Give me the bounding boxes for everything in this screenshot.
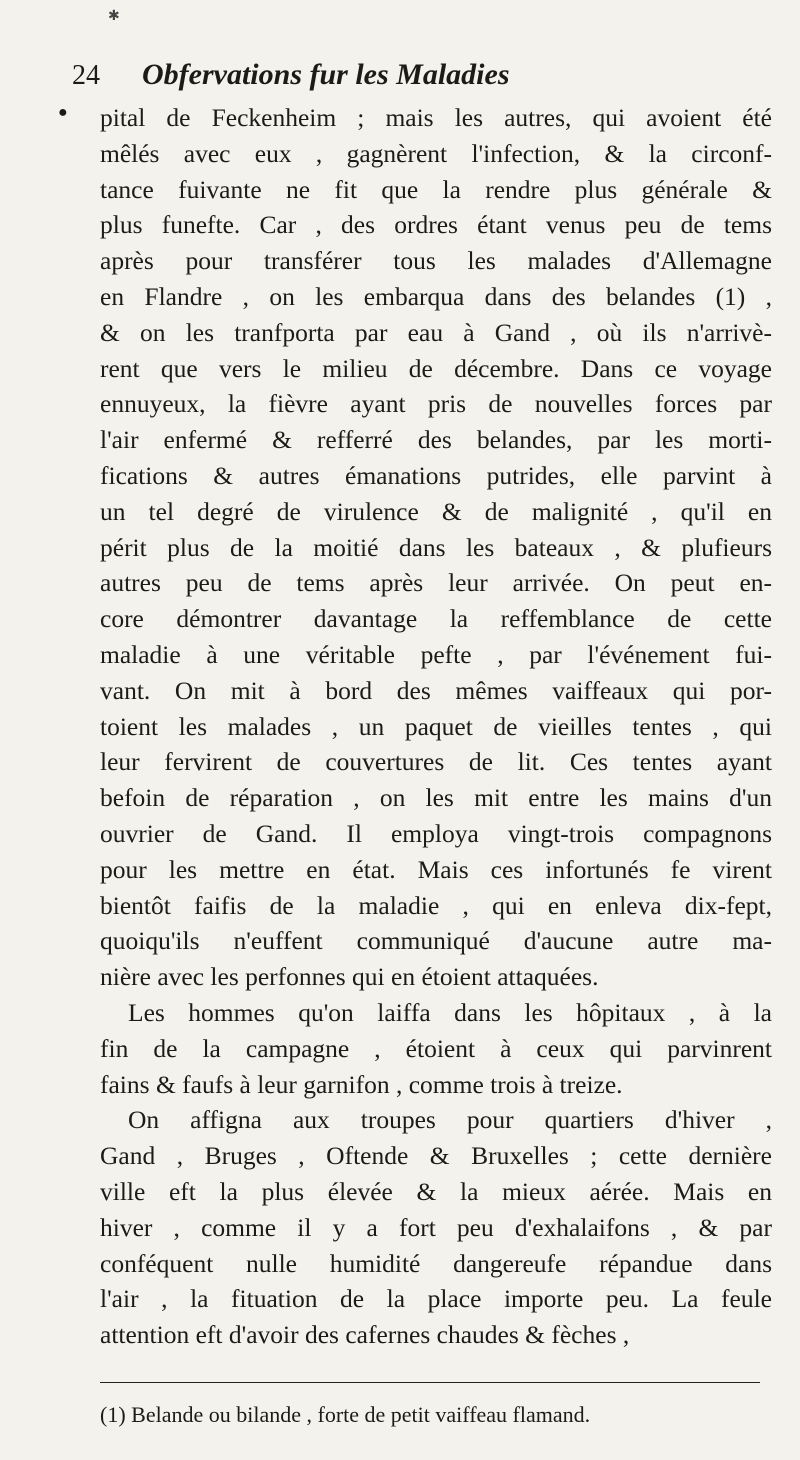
text-line: maladie à une véritable pefte , par l'événement fui- [100, 639, 772, 669]
text-line: fin de la campagne , étoient à ceux qui parvinrent [100, 1033, 772, 1063]
footnote-divider [100, 1382, 760, 1383]
text-line: ville eft la plus élevée & la mieux aérée. Mais en [100, 1176, 772, 1206]
text-line: Gand , Bruges , Oftende & Bruxelles ; cette dernière [100, 1141, 772, 1171]
running-title: Obfervations fur les Maladies [142, 58, 510, 91]
text-line: pital de Feckenheim ; mais les autres, qui avoient été [100, 103, 772, 132]
footnote: (1) Belande ou bilande , forte de petit vaiffeau flamand. [100, 1402, 591, 1427]
page-number: 24 [72, 60, 100, 91]
text-line: befoin de réparation , on les mit entre les mains d'un [100, 783, 772, 813]
text-line: bientôt faifis de la maladie , qui en enleva dix-fept, [100, 890, 772, 920]
text-line: Les hommes qu'on laiffa dans les hôpitaux , à la [128, 997, 772, 1027]
text-line: ennuyeux, la fièvre ayant pris de nouvelles forces par [100, 389, 772, 419]
text-line: On affigna aux troupes pour quartiers d'hiver , [128, 1105, 772, 1135]
text-line: mêlés avec eux , gagnèrent l'infection, & la circonf- [100, 138, 772, 168]
text-line: plus funefte. Car , des ordres étant venus peu de tems [100, 210, 772, 240]
body-text [100, 100, 772, 1353]
text-line: attention eft d'avoir des cafernes chaudes & fèches , [100, 1320, 630, 1350]
text-line: conféquent nulle humidité dangereufe répandue dans [100, 1248, 772, 1278]
text-line: autres peu de tems après leur arrivée. On peut en- [100, 568, 772, 598]
text-line: core démontrer davantage la reffemblance de cette [100, 604, 772, 634]
margin-bullet-decoration: ● [58, 104, 68, 121]
text-line: l'air , la fituation de la place importe peu. La feule [100, 1284, 772, 1314]
text-line: l'air enfermé & refferré des belandes, par les morti- [100, 425, 772, 455]
text-line: en Flandre , on les embarqua dans des belandes (1) , [100, 281, 772, 311]
text-line: quoiqu'ils n'euffent communiqué d'aucune autre ma- [100, 926, 772, 956]
text-line: pour les mettre en état. Mais ces infortunés fe virent [100, 854, 772, 884]
ink-mark-decoration: ✱ [108, 9, 120, 24]
text-line: fains & faufs à leur garnifon , comme trois à treize. [100, 1069, 623, 1099]
text-line: fications & autres émanations putrides, elle parvint à [100, 460, 772, 490]
text-line: hiver , comme il y a fort peu d'exhalaifons , & par [100, 1212, 772, 1242]
text-line: toient les malades , un paquet de vieilles tentes , qui [100, 711, 772, 741]
text-line: nière avec les perfonnes qui en étoient attaquées. [100, 962, 599, 992]
text-line: vant. On mit à bord des mêmes vaiffeaux qui por- [100, 675, 772, 705]
text-line: périt plus de la moitié dans les bateaux , & plufieurs [100, 532, 772, 562]
text-line: leur fervirent de couvertures de lit. Ces tentes ayant [100, 747, 772, 777]
text-line: rent que vers le milieu de décembre. Dans ce voyage [100, 353, 772, 383]
text-line: ouvrier de Gand. Il employa vingt-trois compagnons [100, 818, 772, 848]
page-header [72, 60, 692, 100]
text-line: après pour transférer tous les malades d'Allemagne [100, 246, 772, 276]
text-line: tance fuivante ne fit que la rendre plus générale & [100, 174, 772, 204]
text-line: un tel degré de virulence & de malignité , qu'il en [100, 496, 772, 526]
text-line: & on les tranfporta par eau à Gand , où ils n'arrivè- [100, 317, 772, 347]
